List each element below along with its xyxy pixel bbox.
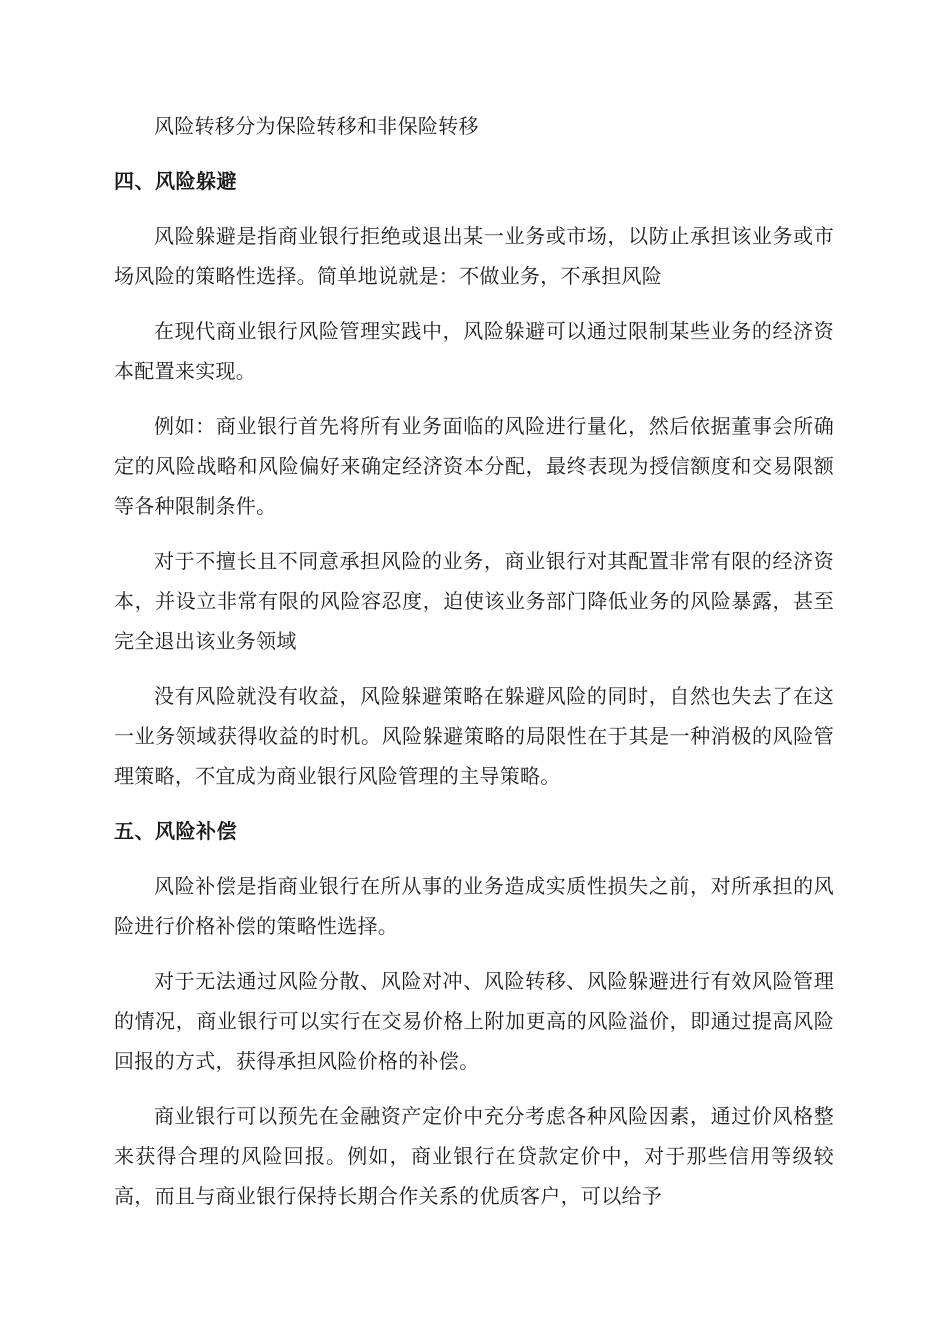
paragraph-risk-compensation-definition: 风险补偿是指商业银行在所从事的业务造成实质性损失之前，对所承担的风险进行价格补偿的策略性选择。 — [114, 874, 834, 938]
paragraph-risk-compensation-premium: 对于无法通过风险分散、风险对冲、风险转移、风险躲避进行有效风险管理的情况，商业银行可以实行在交易价格上附加更高的风险溢价，即通过提高风险回报的方式，获得承担风险价格的补偿。 — [114, 969, 834, 1073]
document-page — [114, 106, 834, 1231]
paragraph-risk-avoidance-example: 例如：商业银行首先将所有业务面临的风险进行量化，然后依据董事会所确定的风险战略和风险偏好来确定经济资本分配，最终表现为授信额度和交易限额等各种限制条件。 — [114, 414, 834, 518]
paragraph-risk-avoidance-practice: 在现代商业银行风险管理实践中，风险躲避可以通过限制某些业务的经济资本配置来实现。 — [114, 319, 834, 383]
paragraph-risk-transfer-types: 风险转移分为保险转移和非保险转移 — [154, 114, 479, 138]
paragraph-risk-avoidance-limitation: 没有风险就没有收益，风险躲避策略在躲避风险的同时，自然也失去了在这一业务领域获得收益的时机。风险躲避策略的局限性在于其是一种消极的风险管理策略，不宜成为商业银行风险管理的主导策略。 — [114, 684, 834, 788]
paragraph-risk-avoidance-definition: 风险躲避是指商业银行拒绝或退出某一业务或市场，以防止承担该业务或市场风险的策略性选择。简单地说就是：不做业务，不承担风险 — [114, 224, 834, 288]
heading-risk-compensation: 五、风险补偿 — [114, 819, 237, 843]
paragraph-risk-avoidance-limited-capital: 对于不擅长且不同意承担风险的业务，商业银行对其配置非常有限的经济资本，并设立非常有限的风险容忍度，迫使该业务部门降低业务的风险暴露，甚至完全退出该业务领域 — [114, 549, 834, 653]
paragraph-risk-compensation-pricing: 商业银行可以预先在金融资产定价中充分考虑各种风险因素，通过价风格整来获得合理的风险回报。例如，商业银行在贷款定价中，对于那些信用等级较高，而且与商业银行保持长期合作关系的优质客户，可以给予 — [114, 1104, 834, 1208]
heading-risk-avoidance: 四、风险躲避 — [114, 169, 237, 193]
